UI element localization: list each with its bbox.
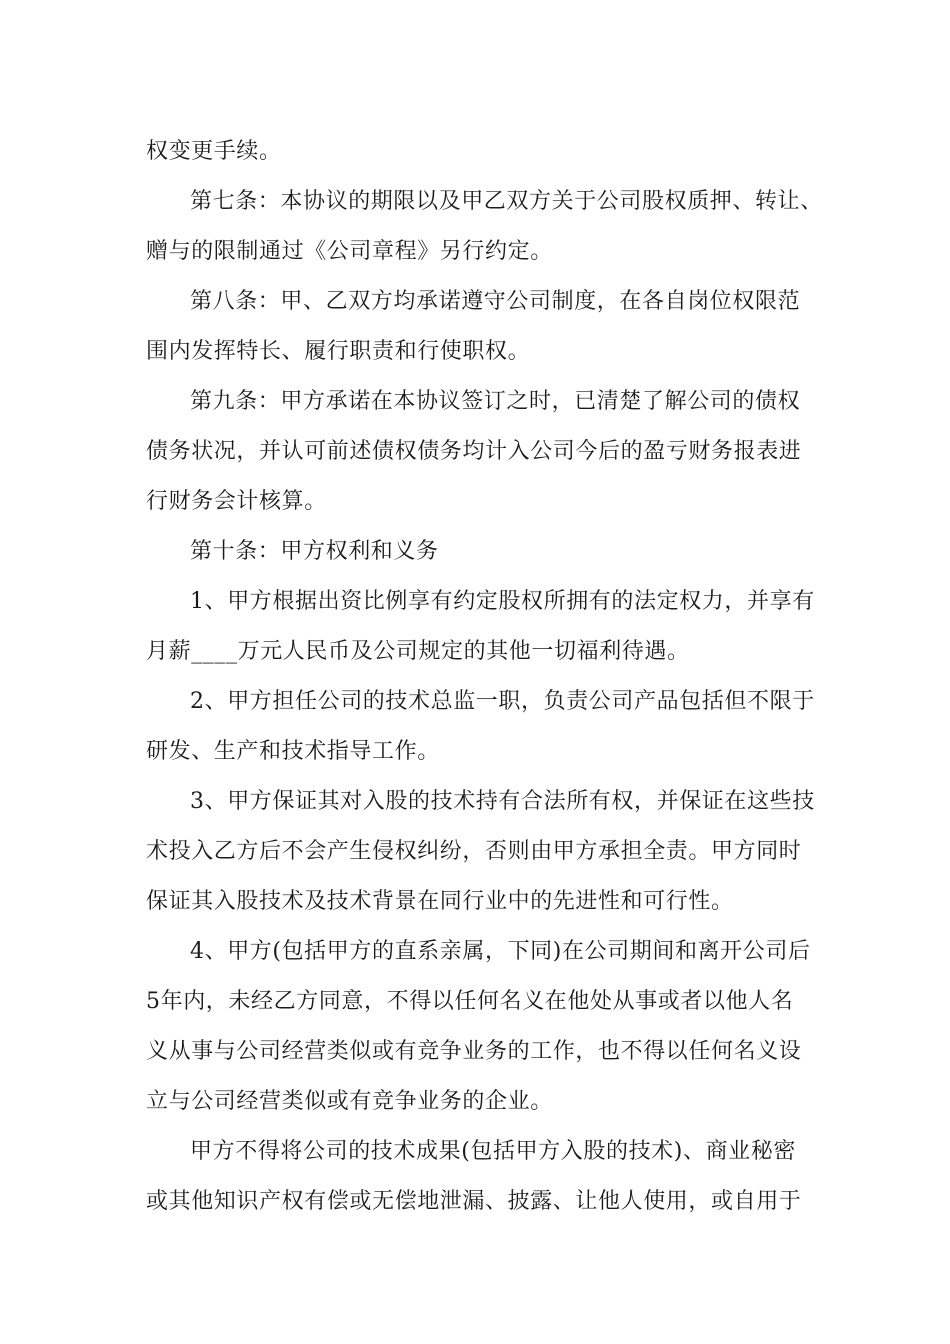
text-line: 1、甲方根据出资比例享有约定股权所拥有的法定权力，并享有 — [190, 589, 815, 614]
text-line: 行财务会计核算。 — [146, 489, 327, 514]
text-line: 4、甲方(包括甲方的直系亲属，下同)在公司期间和离开公司后 — [190, 939, 811, 964]
text-line: 权变更手续。 — [146, 139, 282, 164]
text-line: 甲方不得将公司的技术成果(包括甲方入股的技术)、商业秘密 — [190, 1139, 796, 1164]
text-line: 赠与的限制通过《公司章程》另行约定。 — [146, 239, 553, 264]
text-line: 5年内，未经乙方同意，不得以任何名义在他处从事或者以他人名 — [146, 989, 794, 1014]
text-line: 第十条：甲方权利和义务 — [190, 539, 439, 564]
text-line: 立与公司经营类似或有竞争业务的企业。 — [146, 1089, 553, 1114]
text-line: 2、甲方担任公司的技术总监一职，负责公司产品包括但不限于 — [190, 689, 815, 714]
text-line: 义从事与公司经营类似或有竞争业务的工作，也不得以任何名义设 — [146, 1039, 802, 1064]
text-line: 围内发挥特长、履行职责和行使职权。 — [146, 339, 531, 364]
text-line: 研发、生产和技术指导工作。 — [146, 739, 440, 764]
text-line: 第九条：甲方承诺在本协议签订之时，已清楚了解公司的债权 — [190, 389, 801, 414]
text-line: 债务状况，并认可前述债权债务均计入公司今后的盈亏财务报表进 — [146, 439, 802, 464]
text-line: 或其他知识产权有偿或无偿地泄漏、披露、让他人使用，或自用于 — [146, 1189, 802, 1214]
text-line: 月薪____万元人民币及公司规定的其他一切福利待遇。 — [146, 639, 690, 664]
text-line: 保证其入股技术及技术背景在同行业中的先进性和可行性。 — [146, 889, 734, 914]
text-line: 第八条：甲、乙双方均承诺遵守公司制度，在各自岗位权限范 — [190, 289, 801, 314]
text-line: 术投入乙方后不会产生侵权纠纷，否则由甲方承担全责。甲方同时 — [146, 839, 802, 864]
text-line: 第七条：本协议的期限以及甲乙双方关于公司股权质押、转让、 — [190, 189, 823, 214]
text-line: 3、甲方保证其对入股的技术持有合法所有权，并保证在这些技 — [190, 789, 815, 814]
